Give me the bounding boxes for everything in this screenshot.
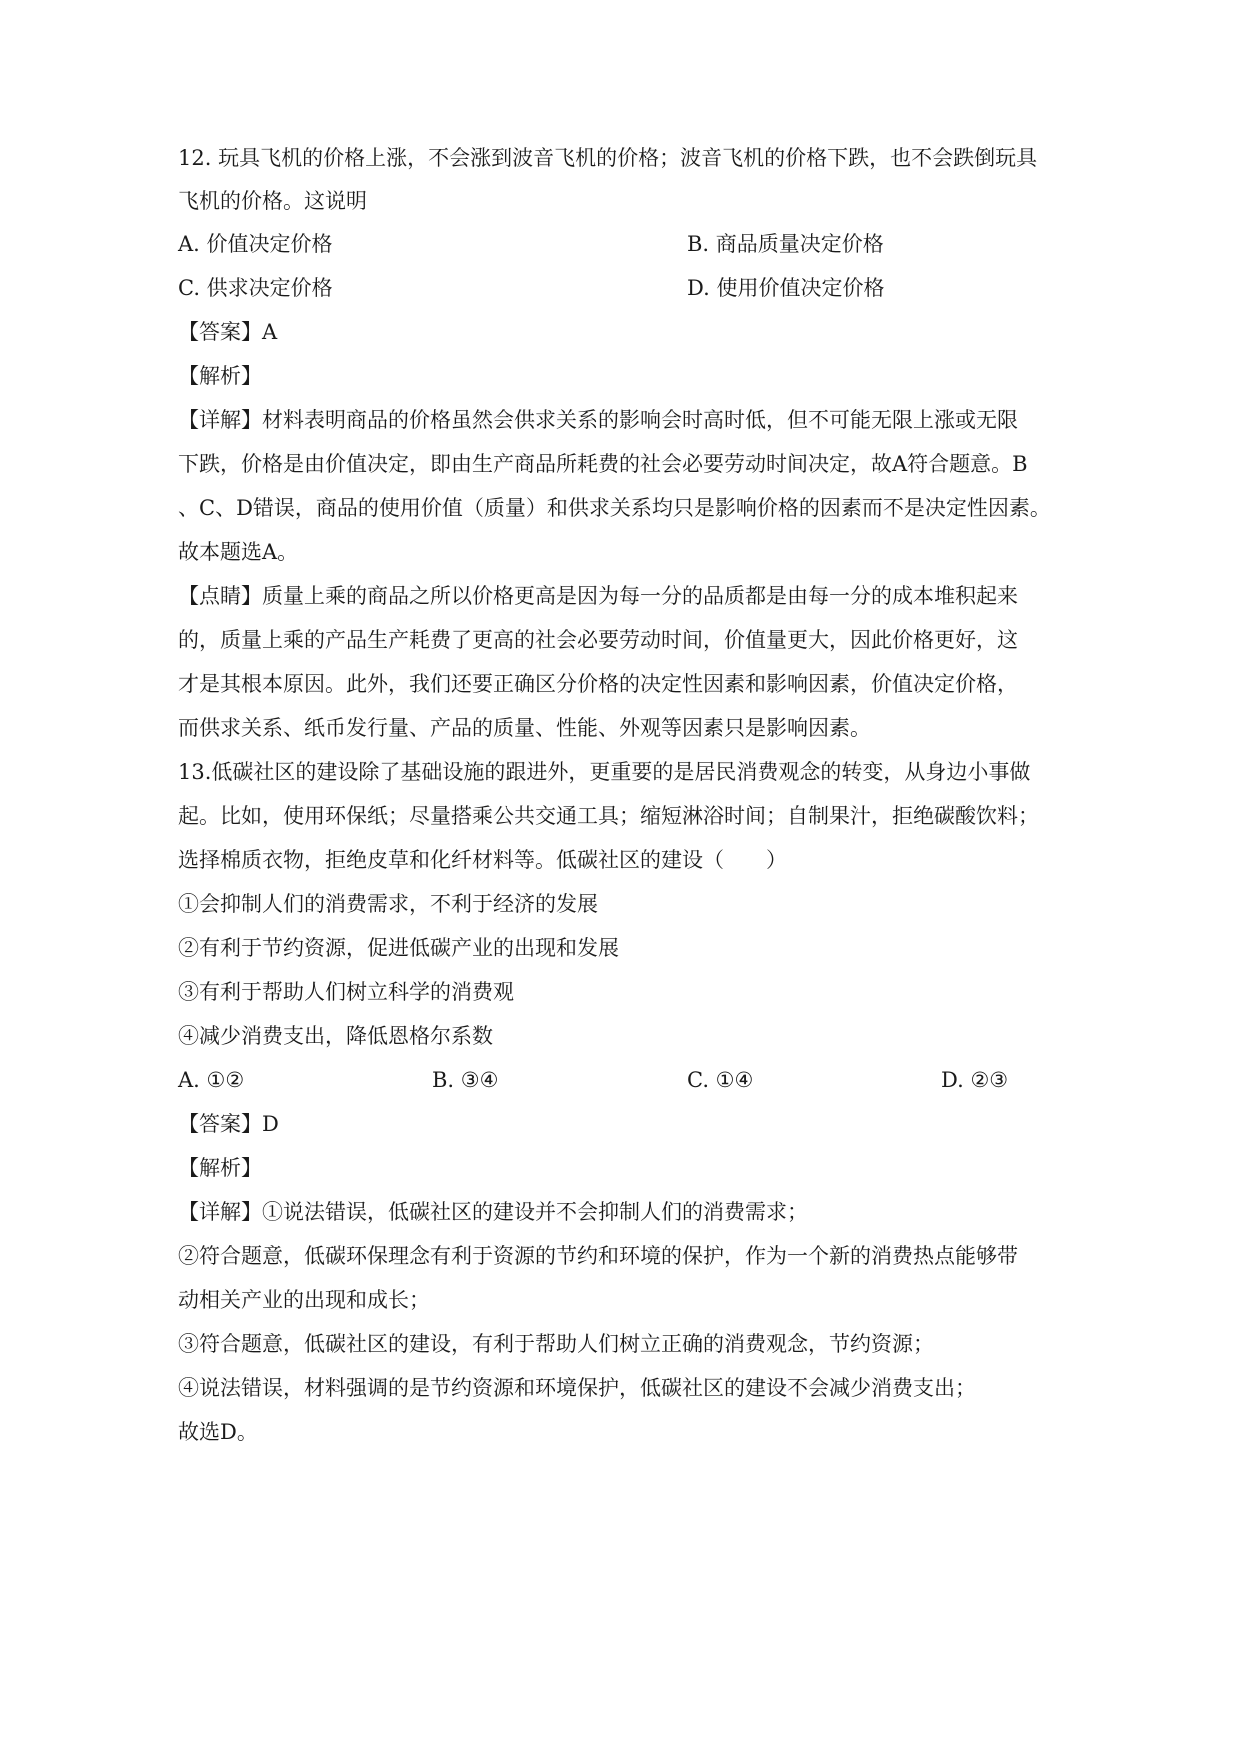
q13-item-1: ①会抑制人们的消费需求，不利于经济的发展 <box>178 892 598 916</box>
q13-stem-line-1: 13.低碳社区的建设除了基础设施的跟进外，更重要的是居民消费观念的转变，从身边小事做 <box>178 760 1031 784</box>
q13-item-3: ③有利于帮助人们树立科学的消费观 <box>178 980 514 1004</box>
q12-option-d: D. 使用价值决定价格 <box>687 276 885 300</box>
q12-detail-line-1: 【详解】材料表明商品的价格虽然会供求关系的影响会时高时低，但不可能无限上涨或无限 <box>178 408 1018 432</box>
q12-stem-line-1: 12. 玩具飞机的价格上涨，不会涨到波音飞机的价格；波音飞机的价格下跌，也不会跌倒玩具 <box>178 146 1038 170</box>
q12-stem-line-2: 飞机的价格。这说明 <box>178 189 367 213</box>
q13-analysis-heading: 【解析】 <box>178 1156 262 1180</box>
q13-option-b: B. ③④ <box>432 1068 499 1092</box>
q13-detail-line-1: 【详解】①说法错误，低碳社区的建设并不会抑制人们的消费需求； <box>178 1200 808 1224</box>
q12-dianjing-line-2: 的，质量上乘的产品生产耗费了更高的社会必要劳动时间，价值量更大，因此价格更好，这 <box>178 628 1018 652</box>
q12-option-a: A. 价值决定价格 <box>178 232 333 256</box>
q13-item-4: ④减少消费支出，降低恩格尔系数 <box>178 1024 493 1048</box>
q12-detail-line-4: 故本题选A。 <box>178 540 299 564</box>
q12-option-c: C. 供求决定价格 <box>178 276 333 300</box>
q13-stem-line-3: 选择棉质衣物，拒绝皮草和化纤材料等。低碳社区的建设（ ） <box>178 848 787 872</box>
q12-answer: 【答案】A <box>178 320 278 344</box>
q13-option-d: D. ②③ <box>941 1068 1009 1092</box>
q12-detail-line-3: 、C、D错误，商品的使用价值（质量）和供求关系均只是影响价格的因素而不是决定性因素。 <box>178 496 1051 520</box>
q12-dianjing-line-1: 【点睛】质量上乘的商品之所以价格更高是因为每一分的品质都是由每一分的成本堆积起来 <box>178 584 1018 608</box>
q13-detail-line-3: 动相关产业的出现和成长； <box>178 1288 430 1312</box>
q13-option-a: A. ①② <box>178 1068 245 1092</box>
q12-dianjing-line-4: 而供求关系、纸币发行量、产品的质量、性能、外观等因素只是影响因素。 <box>178 716 871 740</box>
q13-detail-line-6: 故选D。 <box>178 1420 258 1444</box>
q12-analysis-heading: 【解析】 <box>178 364 262 388</box>
q13-item-2: ②有利于节约资源，促进低碳产业的出现和发展 <box>178 936 619 960</box>
q13-stem-line-2: 起。比如，使用环保纸；尽量搭乘公共交通工具；缩短淋浴时间；自制果汁，拒绝碳酸饮料； <box>178 804 1039 828</box>
q13-detail-line-4: ③符合题意，低碳社区的建设，有利于帮助人们树立正确的消费观念，节约资源； <box>178 1332 934 1356</box>
q12-detail-line-2: 下跌，价格是由价值决定，即由生产商品所耗费的社会必要劳动时间决定，故A符合题意。B <box>178 452 1028 476</box>
q13-detail-line-2: ②符合题意，低碳环保理念有利于资源的节约和环境的保护，作为一个新的消费热点能够带 <box>178 1244 1018 1268</box>
q12-dianjing-line-3: 才是其根本原因。此外，我们还要正确区分价格的决定性因素和影响因素，价值决定价格， <box>178 672 1018 696</box>
q13-answer: 【答案】D <box>178 1112 279 1136</box>
q13-detail-line-5: ④说法错误，材料强调的是节约资源和环境保护，低碳社区的建设不会减少消费支出； <box>178 1376 976 1400</box>
q13-option-c: C. ①④ <box>687 1068 754 1092</box>
q12-option-b: B. 商品质量决定价格 <box>687 232 884 256</box>
